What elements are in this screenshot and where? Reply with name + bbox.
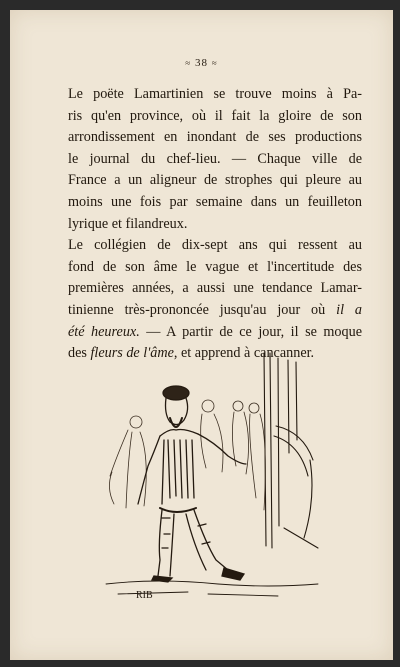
page-number [10,57,393,69]
text-line: France a un aligneur de strophes qui pleure au [68,172,362,189]
text-line [58,300,362,322]
text-run: tinienne très-prononcée jusqu'au jour où [68,301,337,318]
ornament-right: ≈ [211,58,218,68]
text-run: — A partir de ce jour, il se moque [139,323,363,340]
body-text [58,84,362,365]
book-page [10,10,393,660]
page-number-value: 38 [195,57,208,69]
engraving-illustration [98,348,328,610]
text-line: Le poëte Lamartinien se trouve moins à Pa- [68,86,362,102]
ornament-left: ≈ [185,58,192,68]
curtain-drawing [264,353,318,548]
text-line: le journal du chef-lieu. — Chaque ville de [68,150,362,167]
text-line: lyrique et filandreux. [68,215,188,232]
paragraph-1 [58,84,362,235]
text-line: ris qu'en province, où il fait la gloire de son [68,107,362,124]
artist-signature: RIB [136,590,153,601]
text-line: premières années, a aussi une tendance Lamar- [68,280,362,297]
text-run: des [68,345,91,362]
text-line: fond de son âme le vague et l'incertitude des [68,258,362,275]
text-line [58,322,362,344]
italic-run: été heureux. [68,323,140,340]
paragraph-2 [58,235,362,365]
text-run: , et apprend à cancanner. [173,345,315,362]
figure-drawing [138,386,246,582]
italic-run: il a [336,301,362,318]
text-line: Le collégien de dix-sept ans qui ressent au [68,237,362,254]
text-line: moins une fois par semaine dans un feuilleton [68,193,362,210]
text-line: arrondissement en inondant de ses productions [68,129,362,146]
italic-run: fleurs de l'âme [90,345,174,362]
